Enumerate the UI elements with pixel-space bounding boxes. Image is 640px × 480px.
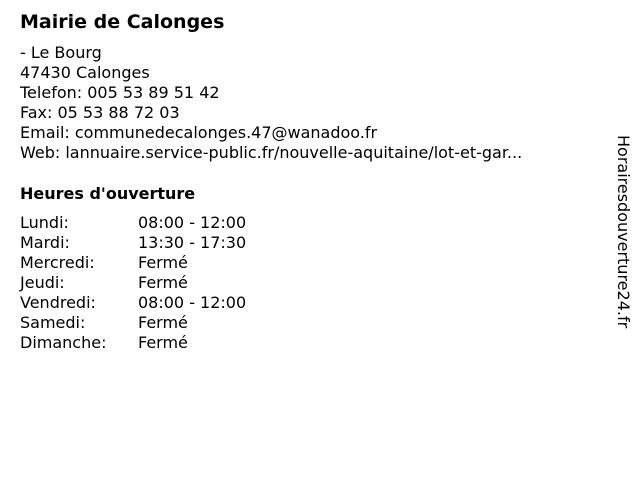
time-value: Fermé — [138, 253, 188, 272]
time-value: Fermé — [138, 333, 188, 352]
city-line: 47430 Calonges — [20, 63, 150, 82]
web-line: Web: lannuaire.service-public.fr/nouvelle-aquitaine/lot-et-gar... — [20, 143, 523, 162]
day-label: Vendredi: — [20, 293, 96, 312]
page-title: Mairie de Calonges — [20, 11, 225, 33]
time-value: Fermé — [138, 313, 188, 332]
time-value: 08:00 - 12:00 — [138, 293, 247, 312]
day-label: Mardi: — [20, 233, 70, 252]
time-value: Fermé — [138, 273, 188, 292]
day-label: Lundi: — [20, 213, 69, 232]
site-watermark — [612, 135, 634, 375]
street-line: - Le Bourg — [20, 43, 102, 62]
phone-line: Telefon: 005 53 89 51 42 — [20, 83, 220, 102]
day-label: Dimanche: — [20, 333, 107, 352]
fax-line: Fax: 05 53 88 72 03 — [20, 103, 180, 122]
day-label: Mercredi: — [20, 253, 95, 272]
watermark-text: Horairesdouverture24.fr — [614, 135, 633, 329]
hours-heading: Heures d'ouverture — [20, 184, 196, 203]
address-block — [20, 43, 522, 163]
day-label: Jeudi: — [20, 273, 65, 292]
time-value: 08:00 - 12:00 — [138, 213, 247, 232]
time-value: 13:30 - 17:30 — [138, 233, 247, 252]
email-line: Email: communedecalonges.47@wanadoo.fr — [20, 123, 378, 142]
day-label: Samedi: — [20, 313, 86, 332]
